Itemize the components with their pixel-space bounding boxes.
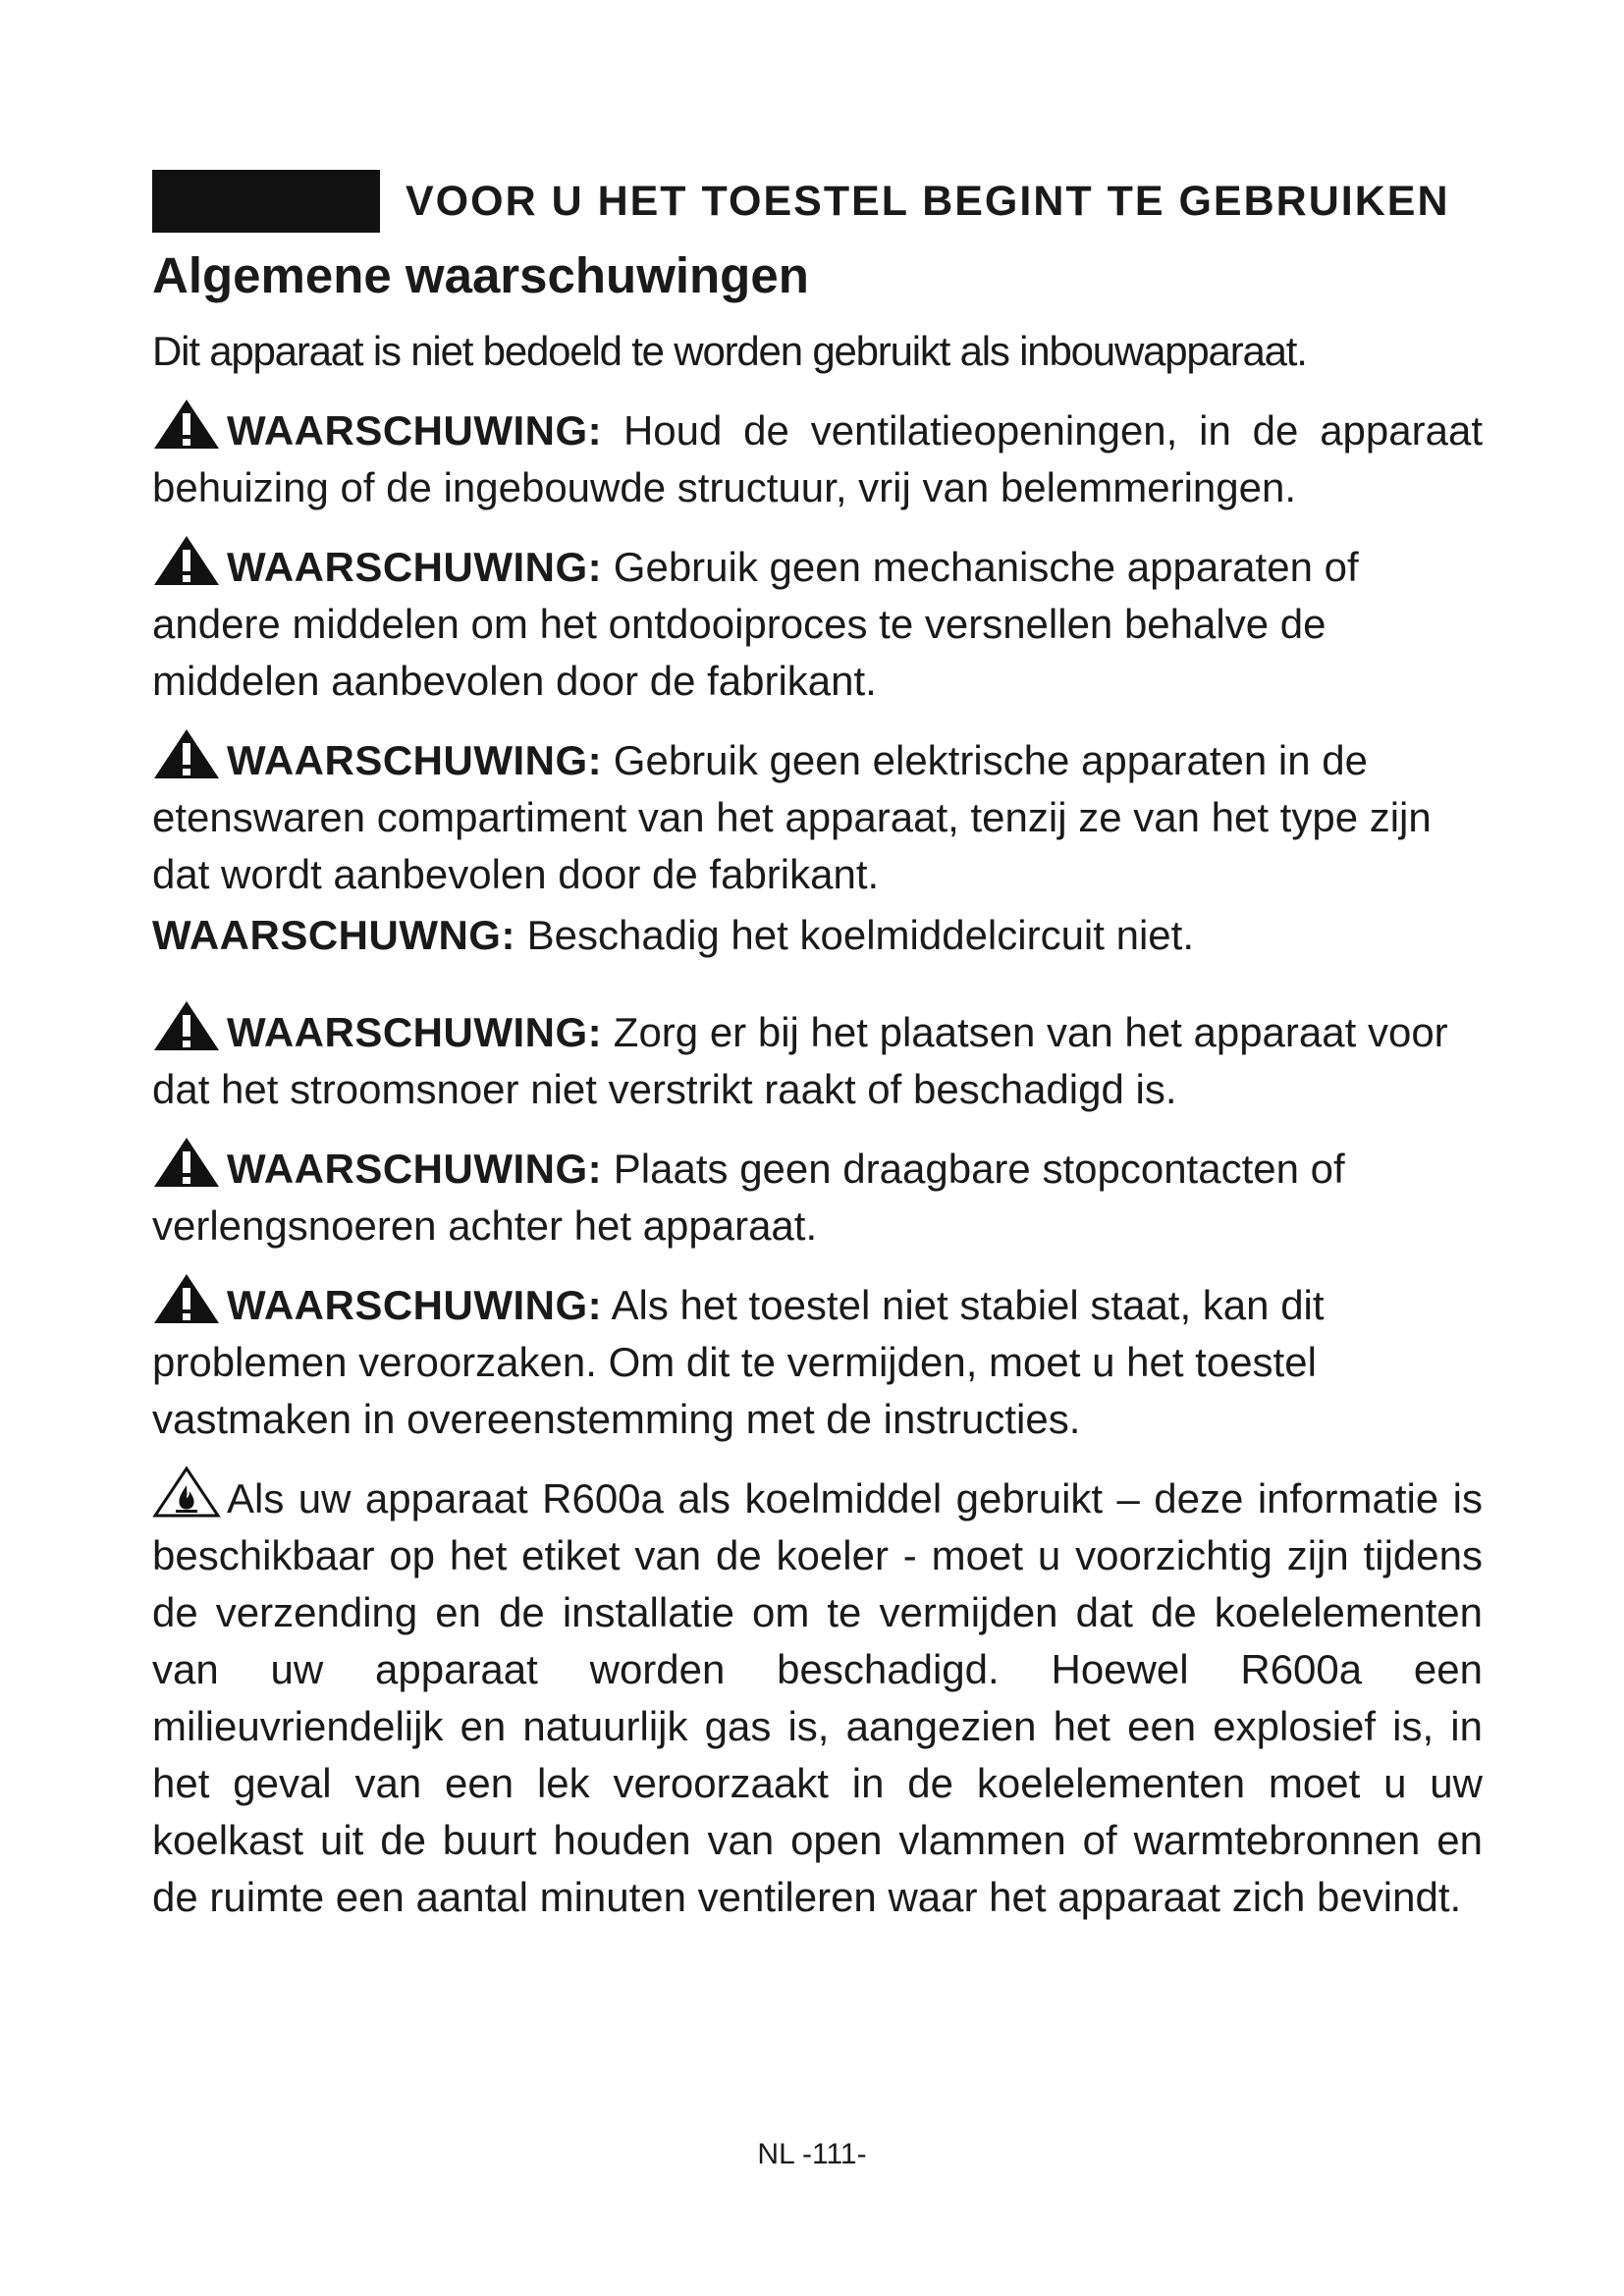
flammable-note-paragraph: [152, 1466, 1483, 1926]
section-title: Algemene waarschuwingen: [152, 247, 809, 303]
warning-label: WAARSCHUWING:: [227, 1009, 603, 1056]
warning-label: WAARSCHUWING:: [227, 737, 603, 784]
flammable-warning-icon: [152, 1466, 221, 1519]
warning-text: Als het toestel niet stabiel staat, kan dit problemen veroorzaken. Om dit te vermijden, moet u het toestel vastmaken in overeenstemming met de instructies.: [152, 1282, 1325, 1443]
manual-page: [152, 169, 1483, 1926]
warning-text: Zorg er bij het plaatsen van het apparaat voor dat het stroomsnoer niet verstrikt raakt of beschadigd is.: [152, 1009, 1448, 1113]
warning-triangle-icon: [152, 999, 221, 1052]
warning-label: WAARSCHUWING:: [227, 1282, 603, 1329]
warning-triangle-icon: [152, 534, 221, 587]
warning-triangle-icon: [152, 1136, 221, 1189]
header-black-bar: [152, 170, 380, 233]
header-title: VOOR U HET TOESTEL BEGINT TE GEBRUIKEN: [406, 177, 1450, 225]
flammable-note-text: Als uw apparaat R600a als koelmiddel gebruikt – deze informatie is beschikbaar op het etiket van de koeler - moet u voorzichtig zijn tijdens de verzending en de installatie om te vermijden dat de koelelementen van uw apparaat worden beschadigd. Hoewel R600a een milieuvriendelijk en natuurlijk gas is, aangezien het een explosief is, in het geval van een lek veroorzaakt in de koelelementen moet u uw koelkast uit de buurt houden van open vlammen of warmtebronnen en de ruimte een aantal minuten ventileren waar het apparaat zich bevindt.: [152, 1475, 1483, 1921]
warning-paragraph: [152, 907, 1483, 964]
intro-paragraph: Dit apparaat is niet bedoeld te worden gebruikt als inbouwapparaat.: [152, 328, 1307, 375]
warning-paragraph: [152, 534, 1483, 710]
warning-triangle-icon: [152, 727, 221, 780]
warning-paragraph: [152, 999, 1483, 1118]
warning-text: Plaats geen draagbare stopcontacten of verlengsnoeren achter het apparaat.: [152, 1146, 1345, 1250]
warning-triangle-icon: [152, 398, 221, 451]
warning-triangle-icon: [152, 1272, 221, 1325]
page-number: NL -111-: [757, 2138, 867, 2170]
warning-label: WAARSCHUWNG:: [152, 912, 515, 959]
warning-label: WAARSCHUWING:: [227, 544, 603, 591]
warning-paragraph: [152, 1136, 1483, 1255]
warning-paragraph: [152, 398, 1483, 516]
warning-text: Beschadig het koelmiddelcircuit niet.: [514, 912, 1194, 959]
warning-text: Gebruik geen mechanische apparaten of andere middelen om het ontdooiproces te versnellen behalve de middelen aanbevolen door de fabrikant.: [152, 544, 1359, 705]
warning-paragraph: [152, 1272, 1483, 1448]
warning-label: WAARSCHUWING:: [227, 1146, 603, 1193]
warning-paragraph: [152, 727, 1483, 903]
warning-text: Houd de ventilatieopeningen, in de apparaat behuizing of de ingebouwde structuur, vrij van belemmeringen.: [152, 407, 1483, 511]
warning-label: WAARSCHUWING:: [227, 407, 603, 454]
warning-text: Gebruik geen elektrische apparaten in de etenswaren compartiment van het apparaat, tenzij ze van het type zijn dat wordt aanbevolen door de fabrikant.: [152, 737, 1432, 898]
section-header: [152, 169, 1483, 234]
